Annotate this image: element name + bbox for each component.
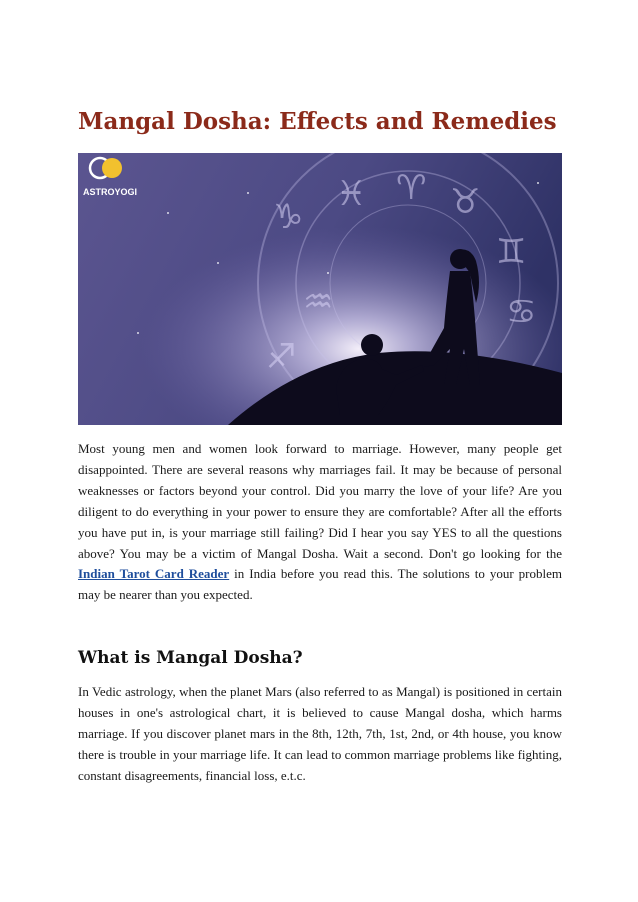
hero-illustration — [78, 153, 562, 425]
svg-text:♓: ♓ — [336, 174, 367, 214]
tarot-reader-link[interactable]: Indian Tarot Card Reader — [78, 566, 230, 582]
svg-text:♈: ♈ — [396, 168, 427, 208]
svg-text:♐: ♐ — [266, 337, 297, 377]
svg-text:♉: ♉ — [450, 182, 481, 222]
section-heading: What is Mangal Dosha? — [78, 648, 303, 668]
intro-text-start: Most young men and women look forward to marriage. However, many people get disappointed. There are several reasons why marriages fail. It may be because of personal weaknesses or factors beyond your control. Did you marry the love of your life? Are you diligent to do everything in your power to ensure they are comfortable? After all the efforts you have put in, is your marriage still failing? Did I hear you say YES to all the questions above? You may be a victim of Mangal Dosha. Wait a second. Don't go looking for the — [78, 441, 562, 561]
svg-text:♒: ♒ — [303, 282, 334, 322]
page-title: Mangal Dosha: Effects and Remedies — [78, 108, 557, 135]
intro-text-end: in India before you read this. The solutions to your problem may be nearer than you expected. — [78, 566, 562, 603]
svg-text:♋: ♋ — [506, 292, 537, 332]
section-paragraph: In Vedic astrology, when the planet Mars (also referred to as Mangal) is positioned in certain houses in one's astrological chart, it is believed to cause Mangal dosha, which harms marriage. If you discover planet mars in the 8th, 12th, 7th, 1st, 2nd, or 4th house, you know there is trouble in your marriage life. It can lead to common marriage problems like fighting, constant disagreements, financial loss, e.t.c. — [78, 684, 562, 783]
hero-image — [78, 153, 562, 425]
svg-text:♑: ♑ — [273, 197, 304, 237]
svg-text:♊: ♊ — [496, 232, 527, 272]
logo-text: ASTROYOGI — [83, 187, 138, 197]
intro-paragraph — [78, 439, 562, 606]
